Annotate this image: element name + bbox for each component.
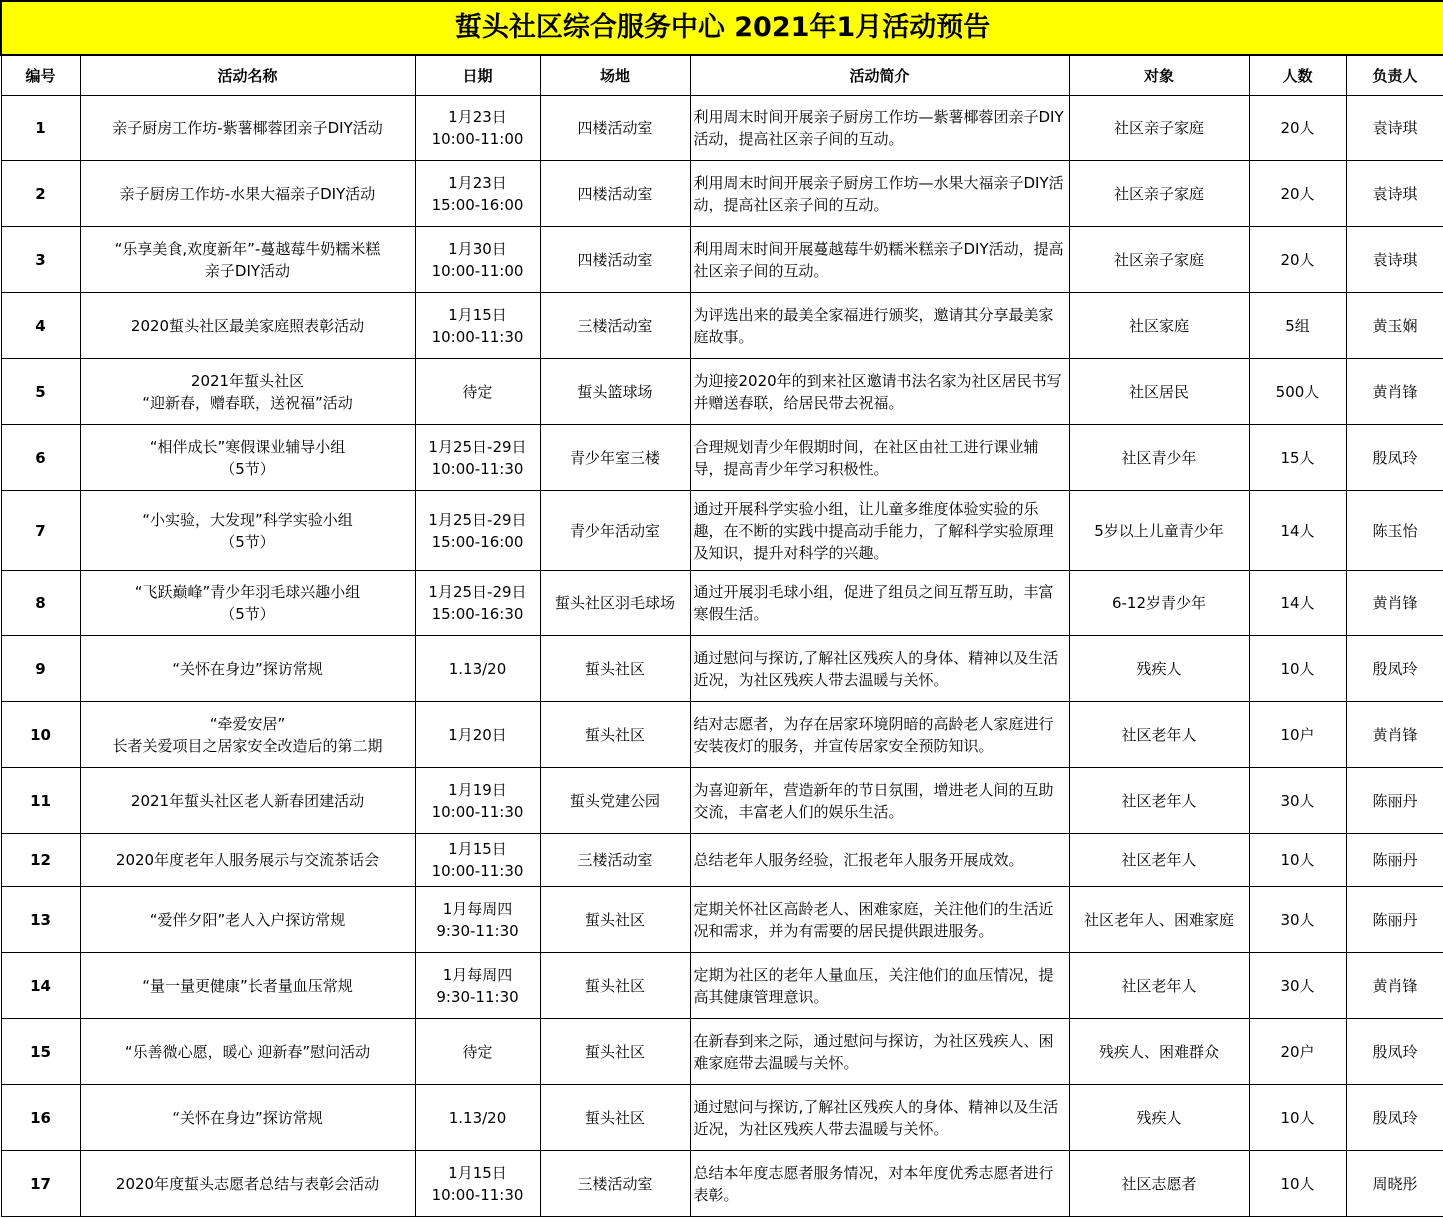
cell-leader: 殷凤玲 bbox=[1346, 1019, 1443, 1085]
table-row bbox=[1, 571, 1443, 636]
activity-name-line: （5节） bbox=[220, 459, 275, 478]
date-line: 1月15日 bbox=[448, 305, 507, 324]
cell-target: 残疾人、困难群众 bbox=[1069, 1019, 1249, 1085]
cell-date bbox=[415, 161, 540, 227]
cell-target: 社区家庭 bbox=[1069, 293, 1249, 359]
cell-no: 17 bbox=[1, 1151, 80, 1217]
cell-name bbox=[80, 1019, 415, 1085]
activity-name-line: 2021年蜇头社区老人新春团建活动 bbox=[130, 791, 365, 810]
cell-target: 社区老年人、困难家庭 bbox=[1069, 887, 1249, 953]
cell-leader: 黄肖锋 bbox=[1346, 571, 1443, 636]
header-name: 活动名称 bbox=[80, 55, 415, 96]
table-row bbox=[1, 491, 1443, 571]
sheet-title: 蜇头社区综合服务中心 2021年1月活动预告 bbox=[1, 1, 1443, 55]
cell-name bbox=[80, 1085, 415, 1151]
cell-no: 8 bbox=[1, 571, 80, 636]
cell-count: 10人 bbox=[1249, 1151, 1346, 1217]
date-line: 1月25日-29日 bbox=[428, 510, 527, 529]
cell-venue: 青少年活动室 bbox=[540, 491, 690, 571]
cell-leader: 袁诗琪 bbox=[1346, 227, 1443, 293]
cell-venue: 三楼活动室 bbox=[540, 1151, 690, 1217]
cell-count: 20人 bbox=[1249, 96, 1346, 161]
cell-date bbox=[415, 1085, 540, 1151]
cell-count: 30人 bbox=[1249, 768, 1346, 834]
cell-leader: 陈玉怡 bbox=[1346, 491, 1443, 571]
cell-target: 社区居民 bbox=[1069, 359, 1249, 425]
activity-name-line: 2020年度老年人服务展示与交流茶话会 bbox=[115, 851, 380, 869]
date-line: 10:00-11:30 bbox=[431, 862, 524, 880]
header-no: 编号 bbox=[1, 55, 80, 96]
table-row bbox=[1, 702, 1443, 768]
cell-no: 12 bbox=[1, 834, 80, 887]
activity-name-line: “牵爱安居” bbox=[209, 714, 286, 733]
date-line: 10:00-11:00 bbox=[431, 130, 524, 148]
cell-leader: 袁诗琪 bbox=[1346, 161, 1443, 227]
date-line: 1.13/20 bbox=[448, 1108, 507, 1127]
date-line: 1.13/20 bbox=[448, 659, 507, 678]
cell-name bbox=[80, 425, 415, 491]
cell-date bbox=[415, 359, 540, 425]
cell-target: 社区亲子家庭 bbox=[1069, 161, 1249, 227]
cell-name bbox=[80, 1151, 415, 1217]
cell-no: 5 bbox=[1, 359, 80, 425]
activity-name-line: “乐享美食,欢度新年”-蔓越莓牛奶糯米糕 bbox=[114, 239, 381, 258]
cell-desc: 通过慰问与探访,了解社区残疾人的身体、精神以及生活近况，为社区残疾人带去温暖与关怀。 bbox=[690, 636, 1069, 702]
cell-venue: 蜇头社区 bbox=[540, 636, 690, 702]
cell-count: 10人 bbox=[1249, 636, 1346, 702]
cell-date bbox=[415, 571, 540, 636]
activity-name-line: “飞跃巅峰”青少年羽毛球兴趣小组 bbox=[134, 583, 361, 601]
cell-name bbox=[80, 636, 415, 702]
activity-name-line: “关怀在身边”探访常规 bbox=[172, 659, 323, 678]
cell-leader: 黄肖锋 bbox=[1346, 702, 1443, 768]
date-line: 9:30-11:30 bbox=[436, 987, 519, 1006]
date-line: 1月23日 bbox=[448, 108, 507, 126]
cell-leader: 袁诗琪 bbox=[1346, 96, 1443, 161]
cell-desc: 利用周末时间开展蔓越莓牛奶糯米糕亲子DIY活动，提高社区亲子间的互动。 bbox=[690, 227, 1069, 293]
date-line: 10:00-11:00 bbox=[431, 261, 524, 280]
cell-venue: 四楼活动室 bbox=[540, 96, 690, 161]
date-line: 1月25日-29日 bbox=[428, 437, 527, 456]
cell-count: 20户 bbox=[1249, 1019, 1346, 1085]
cell-leader: 陈丽丹 bbox=[1346, 768, 1443, 834]
cell-target: 社区亲子家庭 bbox=[1069, 96, 1249, 161]
cell-target: 5岁以上儿童青少年 bbox=[1069, 491, 1249, 571]
cell-date bbox=[415, 887, 540, 953]
table-row bbox=[1, 227, 1443, 293]
cell-date bbox=[415, 491, 540, 571]
date-line: 1月20日 bbox=[448, 725, 507, 744]
cell-no: 14 bbox=[1, 953, 80, 1019]
cell-venue: 蜇头社区羽毛球场 bbox=[540, 571, 690, 636]
cell-venue: 蜇头社区 bbox=[540, 887, 690, 953]
cell-target: 残疾人 bbox=[1069, 636, 1249, 702]
cell-name bbox=[80, 834, 415, 887]
cell-date bbox=[415, 953, 540, 1019]
cell-target: 残疾人 bbox=[1069, 1085, 1249, 1151]
cell-no: 6 bbox=[1, 425, 80, 491]
header-venue: 场地 bbox=[540, 55, 690, 96]
cell-desc: 结对志愿者，为存在居家环境阴暗的高龄老人家庭进行安装夜灯的服务，并宣传居家安全预防知识。 bbox=[690, 702, 1069, 768]
cell-desc: 利用周末时间开展亲子厨房工作坊—紫薯椰蓉团亲子DIY活动，提高社区亲子间的互动。 bbox=[690, 96, 1069, 161]
cell-target: 社区老年人 bbox=[1069, 834, 1249, 887]
activity-name-line: （5节） bbox=[220, 605, 275, 623]
table-row bbox=[1, 96, 1443, 161]
cell-leader: 殷凤玲 bbox=[1346, 636, 1443, 702]
table-row bbox=[1, 953, 1443, 1019]
cell-count: 10户 bbox=[1249, 702, 1346, 768]
date-line: 1月15日 bbox=[448, 840, 507, 858]
cell-name bbox=[80, 953, 415, 1019]
activity-name-line: 2021年蜇头社区 bbox=[190, 371, 305, 390]
date-line: 15:00-16:30 bbox=[431, 605, 524, 623]
cell-desc: 合理规划青少年假期时间，在社区由社工进行课业辅导，提高青少年学习积极性。 bbox=[690, 425, 1069, 491]
cell-no: 7 bbox=[1, 491, 80, 571]
cell-date bbox=[415, 834, 540, 887]
cell-name bbox=[80, 491, 415, 571]
table-row bbox=[1, 768, 1443, 834]
cell-desc: 通过慰问与探访,了解社区残疾人的身体、精神以及生活近况，为社区残疾人带去温暖与关怀。 bbox=[690, 1085, 1069, 1151]
cell-desc: 通过开展科学实验小组，让儿童多维度体验实验的乐趣，在不断的实践中提高动手能力，了解科学实验原理及知识，提升对科学的兴趣。 bbox=[690, 491, 1069, 571]
table-row bbox=[1, 1085, 1443, 1151]
cell-date bbox=[415, 227, 540, 293]
cell-name bbox=[80, 887, 415, 953]
date-line: 10:00-11:30 bbox=[431, 327, 524, 346]
cell-no: 3 bbox=[1, 227, 80, 293]
date-line: 10:00-11:30 bbox=[431, 459, 524, 478]
cell-venue: 蜇头社区 bbox=[540, 702, 690, 768]
cell-name bbox=[80, 293, 415, 359]
cell-leader: 陈丽丹 bbox=[1346, 834, 1443, 887]
table-row bbox=[1, 1151, 1443, 1217]
cell-venue: 四楼活动室 bbox=[540, 227, 690, 293]
cell-no: 10 bbox=[1, 702, 80, 768]
activity-name-line: “爱伴夕阳”老人入户探访常规 bbox=[149, 910, 346, 929]
cell-target: 社区老年人 bbox=[1069, 702, 1249, 768]
date-line: 15:00-16:00 bbox=[431, 195, 524, 214]
cell-leader: 殷凤玲 bbox=[1346, 425, 1443, 491]
activity-name-line: “乐善微心愿，暖心 迎新春”慰问活动 bbox=[124, 1042, 371, 1061]
cell-leader: 黄肖锋 bbox=[1346, 359, 1443, 425]
date-line: 1月23日 bbox=[448, 173, 507, 192]
cell-target: 社区老年人 bbox=[1069, 953, 1249, 1019]
date-line: 1月15日 bbox=[448, 1163, 507, 1182]
cell-desc: 定期为社区的老年人量血压，关注他们的血压情况，提高其健康管理意识。 bbox=[690, 953, 1069, 1019]
activity-name-line: “相伴成长”寒假课业辅导小组 bbox=[149, 437, 346, 456]
table-row bbox=[1, 425, 1443, 491]
cell-no: 1 bbox=[1, 96, 80, 161]
cell-leader: 黄肖锋 bbox=[1346, 953, 1443, 1019]
cell-desc: 总结老年人服务经验，汇报老年人服务开展成效。 bbox=[690, 834, 1069, 887]
cell-no: 9 bbox=[1, 636, 80, 702]
cell-desc: 为评选出来的最美全家福进行颁奖，邀请其分享最美家庭故事。 bbox=[690, 293, 1069, 359]
cell-no: 2 bbox=[1, 161, 80, 227]
cell-date bbox=[415, 1151, 540, 1217]
header-row bbox=[1, 55, 1443, 96]
activity-name-line: 2020年度蜇头志愿者总结与表彰会活动 bbox=[115, 1174, 380, 1193]
cell-venue: 三楼活动室 bbox=[540, 293, 690, 359]
cell-venue: 蜇头篮球场 bbox=[540, 359, 690, 425]
cell-desc: 在新春到来之际，通过慰问与探访，为社区残疾人、困难家庭带去温暖与关怀。 bbox=[690, 1019, 1069, 1085]
table-row bbox=[1, 636, 1443, 702]
activity-name-line: “迎新春，赠春联，送祝福”活动 bbox=[142, 393, 353, 412]
activity-name-line: 亲子厨房工作坊-水果大福亲子DIY活动 bbox=[119, 184, 376, 203]
cell-count: 20人 bbox=[1249, 227, 1346, 293]
table-row bbox=[1, 161, 1443, 227]
cell-no: 16 bbox=[1, 1085, 80, 1151]
header-leader: 负责人 bbox=[1346, 55, 1443, 96]
cell-target: 社区亲子家庭 bbox=[1069, 227, 1249, 293]
cell-venue: 青少年室三楼 bbox=[540, 425, 690, 491]
cell-date bbox=[415, 702, 540, 768]
table-row bbox=[1, 359, 1443, 425]
cell-desc: 为迎接2020年的到来社区邀请书法名家为社区居民书写并赠送春联，给居民带去祝福。 bbox=[690, 359, 1069, 425]
date-line: 1月每周四 bbox=[442, 899, 513, 918]
cell-leader: 周晓彤 bbox=[1346, 1151, 1443, 1217]
cell-leader: 陈丽丹 bbox=[1346, 887, 1443, 953]
cell-desc: 定期关怀社区高龄老人、困难家庭，关注他们的生活近况和需求，并为有需要的居民提供跟进服务。 bbox=[690, 887, 1069, 953]
cell-venue: 蜇头社区 bbox=[540, 1019, 690, 1085]
activity-name-line: 亲子厨房工作坊-紫薯椰蓉团亲子DIY活动 bbox=[112, 119, 383, 137]
cell-target: 6-12岁青少年 bbox=[1069, 571, 1249, 636]
cell-name bbox=[80, 571, 415, 636]
cell-venue: 蜇头党建公园 bbox=[540, 768, 690, 834]
date-line: 10:00-11:30 bbox=[431, 1185, 524, 1204]
cell-desc: 利用周末时间开展亲子厨房工作坊—水果大福亲子DIY活动，提高社区亲子间的互动。 bbox=[690, 161, 1069, 227]
cell-date bbox=[415, 96, 540, 161]
cell-name bbox=[80, 359, 415, 425]
date-line: 1月25日-29日 bbox=[428, 583, 527, 601]
activity-name-line: “小实验，大发现”科学实验小组 bbox=[142, 510, 353, 529]
activity-name-line: 2020蜇头社区最美家庭照表彰活动 bbox=[130, 316, 365, 335]
date-line: 1月19日 bbox=[448, 780, 507, 799]
cell-count: 10人 bbox=[1249, 1085, 1346, 1151]
table-row bbox=[1, 1019, 1443, 1085]
cell-date bbox=[415, 636, 540, 702]
date-line: 1月30日 bbox=[448, 239, 507, 258]
cell-no: 15 bbox=[1, 1019, 80, 1085]
header-desc: 活动简介 bbox=[690, 55, 1069, 96]
cell-venue: 四楼活动室 bbox=[540, 161, 690, 227]
cell-count: 5组 bbox=[1249, 293, 1346, 359]
cell-target: 社区老年人 bbox=[1069, 768, 1249, 834]
cell-count: 20人 bbox=[1249, 161, 1346, 227]
cell-count: 500人 bbox=[1249, 359, 1346, 425]
cell-leader: 黄玉娴 bbox=[1346, 293, 1443, 359]
cell-count: 14人 bbox=[1249, 491, 1346, 571]
date-line: 15:00-16:00 bbox=[431, 532, 524, 551]
cell-no: 13 bbox=[1, 887, 80, 953]
cell-name bbox=[80, 768, 415, 834]
cell-target: 社区青少年 bbox=[1069, 425, 1249, 491]
cell-name bbox=[80, 702, 415, 768]
activity-name-line: 亲子DIY活动 bbox=[204, 261, 291, 280]
cell-name bbox=[80, 227, 415, 293]
date-line: 待定 bbox=[462, 382, 493, 401]
cell-venue: 蜇头社区 bbox=[540, 1085, 690, 1151]
cell-target: 社区志愿者 bbox=[1069, 1151, 1249, 1217]
table-row bbox=[1, 293, 1443, 359]
date-line: 10:00-11:30 bbox=[431, 802, 524, 821]
date-line: 1月每周四 bbox=[442, 965, 513, 984]
cell-venue: 蜇头社区 bbox=[540, 953, 690, 1019]
cell-desc: 总结本年度志愿者服务情况，对本年度优秀志愿者进行表彰。 bbox=[690, 1151, 1069, 1217]
cell-name bbox=[80, 161, 415, 227]
cell-venue: 三楼活动室 bbox=[540, 834, 690, 887]
cell-count: 30人 bbox=[1249, 953, 1346, 1019]
cell-date bbox=[415, 768, 540, 834]
date-line: 待定 bbox=[462, 1042, 493, 1061]
cell-count: 10人 bbox=[1249, 834, 1346, 887]
header-count: 人数 bbox=[1249, 55, 1346, 96]
cell-name bbox=[80, 96, 415, 161]
header-target: 对象 bbox=[1069, 55, 1249, 96]
cell-count: 15人 bbox=[1249, 425, 1346, 491]
activity-name-line: （5节） bbox=[220, 532, 275, 551]
header-date: 日期 bbox=[415, 55, 540, 96]
activity-name-line: “关怀在身边”探访常规 bbox=[172, 1108, 323, 1127]
cell-no: 4 bbox=[1, 293, 80, 359]
cell-leader: 殷凤玲 bbox=[1346, 1085, 1443, 1151]
table-row bbox=[1, 887, 1443, 953]
cell-date bbox=[415, 1019, 540, 1085]
activity-name-line: “量一量更健康”长者量血压常规 bbox=[142, 976, 353, 995]
date-line: 9:30-11:30 bbox=[436, 921, 519, 940]
cell-count: 14人 bbox=[1249, 571, 1346, 636]
cell-date bbox=[415, 293, 540, 359]
activity-name-line: 长者关爱项目之居家安全改造后的第二期 bbox=[112, 736, 383, 755]
cell-no: 11 bbox=[1, 768, 80, 834]
cell-count: 30人 bbox=[1249, 887, 1346, 953]
table-row bbox=[1, 834, 1443, 887]
cell-desc: 通过开展羽毛球小组，促进了组员之间互帮互助，丰富寒假生活。 bbox=[690, 571, 1069, 636]
cell-date bbox=[415, 425, 540, 491]
cell-desc: 为喜迎新年，营造新年的节日氛围，增进老人间的互助交流，丰富老人们的娱乐生活。 bbox=[690, 768, 1069, 834]
